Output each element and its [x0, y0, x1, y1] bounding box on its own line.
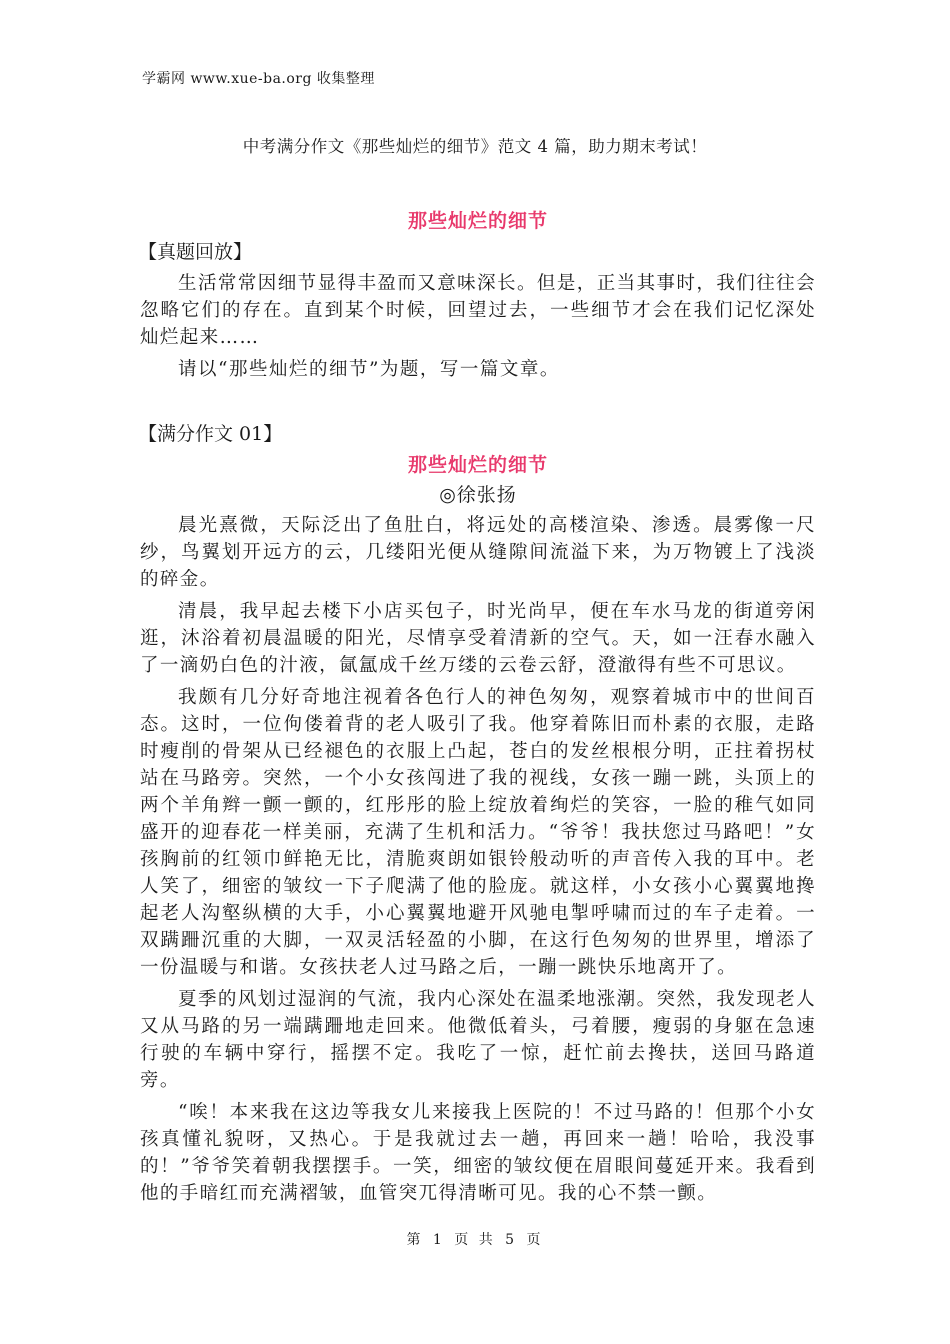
prompt-section-label: 【真题回放】 [138, 241, 253, 263]
essay-paragraph: 晨光熹微，天际泛出了鱼肚白，将远处的高楼渲染、渗透。晨雾像一尺纱，鸟翼划开远方的云，几缕阳光便从缝隙间流溢下来，为万物镀上了浅淡的碎金。 [140, 515, 816, 590]
footer-label-post: 页 [526, 1232, 544, 1248]
footer-label-mid: 页 共 [454, 1232, 496, 1248]
essay-paragraph: 清晨，我早起去楼下小店买包子，时光尚早，便在车水马龙的街道旁闲逛，沐浴着初晨温暖的阳光，尽情享受着清新的空气。天，如一汪春水融入了一滴奶白色的汁液，氤氲成千丝万缕的云卷云舒，澄澈得有些不可思议。 [140, 601, 816, 676]
page-number-current: 1 [432, 1232, 445, 1248]
prompt-instruction: 请以“那些灿烂的细节”为题，写一篇文章。 [178, 359, 560, 380]
footer-label-pre: 第 [406, 1232, 424, 1248]
prompt-paragraph: 生活常常因细节显得丰盈而又意味深长。但是，正当其事时，我们往往会忽略它们的存在。直到某个时候，回望过去，一些细节才会在我们记忆深处灿烂起来…… [140, 273, 816, 348]
section-spacer [140, 388, 816, 418]
page-number-total: 5 [505, 1232, 518, 1248]
prompt-heading: 那些灿烂的细节 [407, 210, 548, 232]
header-source-note: 学霸网 www.xue-ba.org 收集整理 [142, 71, 375, 87]
essay-paragraph: 夏季的风划过湿润的气流，我内心深处在温柔地涨潮。突然，我发现老人又从马路的另一端蹒跚地走回来。他微低着头，弓着腰，瘦弱的身躯在急速行驶的车辆中穿行，摇摆不定。我吃了一惊，赶忙前去搀扶，送回马路道旁。 [140, 989, 816, 1091]
essay-title: 那些灿烂的细节 [407, 454, 548, 476]
essay-paragraph: “唉！本来我在这边等我女儿来接我上医院的！不过马路的！但那个小女孩真懂礼貌呀，又热心。于是我就过去一趟，再回来一趟！哈哈，我没事的！”爷爷笑着朝我摆摆手。一笑，细密的皱纹便在眉眼间蔓延开来。我看到他的手暗红而充满褶皱，血管突兀得清晰可见。我的心不禁一颤。 [140, 1102, 816, 1204]
document-body [140, 206, 816, 1212]
essay-author: ◎徐张扬 [439, 484, 517, 506]
essay-paragraph: 我颇有几分好奇地注视着各色行人的神色匆匆，观察着城市中的世间百态。这时，一位佝偻着背的老人吸引了我。他穿着陈旧而朴素的衣服，走路时瘦削的骨架从已经褪色的衣服上凸起，苍白的发丝根根分明，正拄着拐杖站在马路旁。突然，一个小女孩闯进了我的视线，女孩一蹦一跳，头顶上的两个羊角辫一颤一颤的，红彤彤的脸上绽放着绚烂的笑容，一脸的稚气如同盛开的迎春花一样美丽，充满了生机和活力。“爷爷！我扶您过马路吧！”女孩胸前的红领巾鲜艳无比，清脆爽朗如银铃般动听的声音传入我的耳中。老人笑了，细密的皱纹一下子爬满了他的脸庞。就这样，小女孩小心翼翼地搀起老人沟壑纵横的大手，小心翼翼地避开风驰电掣呼啸而过的车子走着。一双蹒跚沉重的大脚，一双灵活轻盈的小脚，在这行色匆匆的世界里，增添了一份温暖与和谐。女孩扶老人过马路之后，一蹦一跳快乐地离开了。 [140, 687, 816, 978]
essay-section-label: 【满分作文 01】 [138, 423, 283, 445]
page-footer [0, 1229, 950, 1249]
document-title: 中考满分作文《那些灿烂的细节》范文 4 篇，助力期末考试！ [242, 137, 708, 156]
